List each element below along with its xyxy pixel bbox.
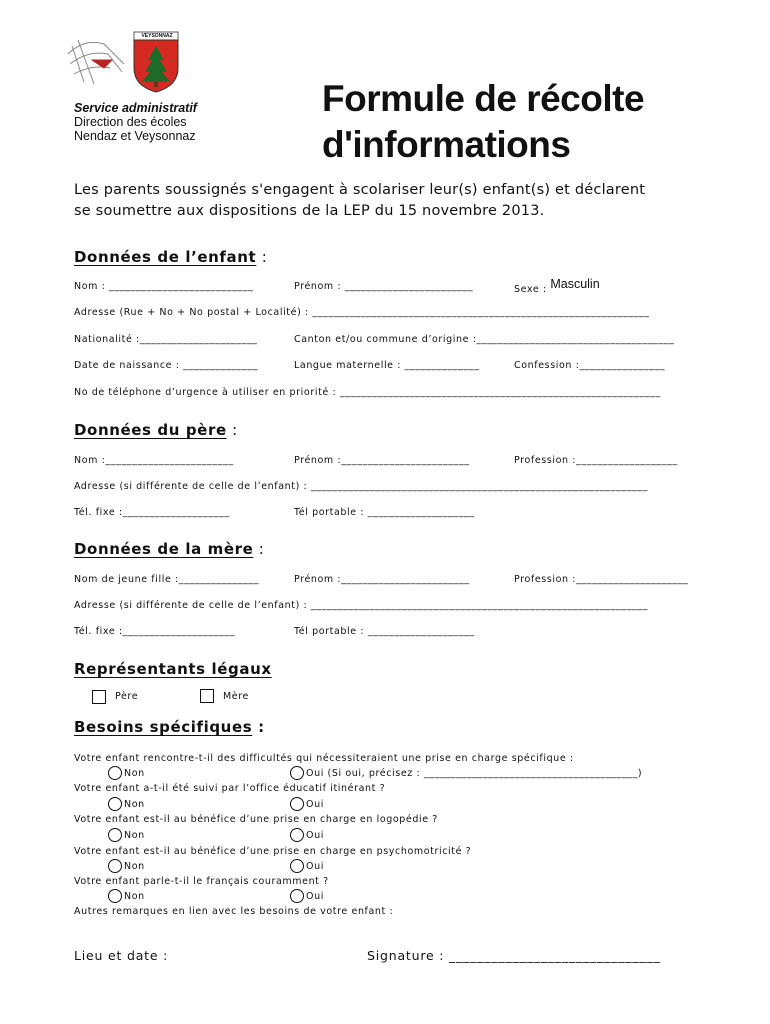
enfant-langue-field[interactable]: Langue maternelle : ______________ (294, 360, 480, 371)
q3-non-radio[interactable] (108, 828, 122, 842)
mere-heading-text: Données de la mère (74, 540, 254, 558)
representants-heading-text: Représentants légaux (74, 660, 272, 678)
intro-line-2: se soumettre aux dispositions de la LEP du 15 novembre 2013. (74, 203, 545, 219)
question-francais: Votre enfant parle-t-il le français couramment ? (74, 876, 329, 887)
q5-oui-label: Oui (306, 891, 324, 902)
pere-tel-fixe-field[interactable]: Tél. fixe :____________________ (74, 507, 230, 518)
q1-non-label: Non (124, 768, 145, 779)
enfant-confession-field[interactable]: Confession :________________ (514, 360, 666, 371)
mere-nom-field[interactable]: Nom de jeune fille :_______________ (74, 574, 260, 585)
mere-tel-portable-field[interactable]: Tél portable : ____________________ (294, 626, 475, 637)
title-line-1: Formule de récolte (322, 78, 645, 119)
service-info (74, 101, 197, 143)
section-mere-heading (74, 540, 264, 558)
enfant-prenom-field[interactable]: Prénom : ________________________ (294, 281, 474, 292)
besoins-heading-text: Besoins spécifiques (74, 718, 253, 736)
enfant-nationalite-field[interactable]: Nationalité :______________________ (74, 334, 258, 345)
q5-oui-radio[interactable] (290, 889, 304, 903)
enfant-heading-text: Données de l’enfant (74, 248, 257, 266)
enfant-adresse-field[interactable]: Adresse (Rue + No + No postal + Localité) : _______________________________________________________________ (74, 307, 650, 318)
question-office-educatif: Votre enfant a-t-il été suivi par l’office éducatif itinérant ? (74, 783, 386, 794)
q1-oui-label: Oui (Si oui, précisez : ________________________________________) (306, 768, 643, 779)
service-name: Service administratif (74, 101, 197, 115)
q4-oui-label: Oui (306, 861, 324, 872)
pere-checkbox[interactable] (92, 690, 106, 704)
q1-non-radio[interactable] (108, 766, 122, 780)
direction-name: Direction des écoles (74, 115, 187, 129)
section-enfant-heading (74, 248, 267, 266)
enfant-sexe-field[interactable] (514, 277, 600, 295)
pere-heading-colon: : (226, 421, 238, 439)
question-difficultes: Votre enfant rencontre-t-il des difficultés qui nécessiteraient une prise en charge spécifique : (74, 753, 574, 764)
intro-text (74, 180, 645, 222)
pere-checkbox-label: Père (115, 691, 139, 702)
q2-non-radio[interactable] (108, 797, 122, 811)
q4-non-radio[interactable] (108, 859, 122, 873)
enfant-heading-colon: : (256, 248, 268, 266)
mere-profession-field[interactable]: Profession :_____________________ (514, 574, 689, 585)
enfant-telephone-field[interactable]: No de téléphone d’urgence à utiliser en priorité : ____________________________________________________________ (74, 387, 661, 398)
mere-checkbox[interactable] (200, 689, 214, 703)
pere-prenom-field[interactable]: Prénom :________________________ (294, 455, 470, 466)
intro-line-1: Les parents soussignés s'engagent à scolariser leur(s) enfant(s) et déclarent (74, 182, 646, 198)
q5-non-radio[interactable] (108, 889, 122, 903)
title-line-2: d'informations (322, 124, 571, 165)
q2-oui-radio[interactable] (290, 797, 304, 811)
enfant-date-naissance-field[interactable]: Date de naissance : ______________ (74, 360, 259, 371)
lieu-date-field[interactable]: Lieu et date : (74, 948, 169, 963)
commune-logo (64, 24, 184, 94)
enfant-canton-field[interactable]: Canton et/ou commune d’origine :_____________________________________ (294, 334, 675, 345)
page-title (322, 76, 644, 168)
mere-heading-colon: : (253, 540, 265, 558)
sexe-label: Sexe : (514, 284, 547, 295)
q3-oui-radio[interactable] (290, 828, 304, 842)
question-psychomotricite: Votre enfant est-il au bénéfice d’une prise en charge en psychomotricité ? (74, 846, 472, 857)
pere-nom-field[interactable]: Nom :________________________ (74, 455, 234, 466)
q3-non-label: Non (124, 830, 145, 841)
q2-oui-label: Oui (306, 799, 324, 810)
mere-tel-fixe-field[interactable]: Tél. fixe :_____________________ (74, 626, 236, 637)
communes-name: Nendaz et Veysonnaz (74, 129, 196, 143)
pere-heading-text: Données du père (74, 421, 227, 439)
sexe-value[interactable]: Masculin (550, 277, 600, 291)
q4-non-label: Non (124, 861, 145, 872)
mere-prenom-field[interactable]: Prénom :________________________ (294, 574, 470, 585)
signature-field[interactable]: Signature : ______________________________ (367, 948, 661, 963)
q2-non-label: Non (124, 799, 145, 810)
q3-oui-label: Oui (306, 830, 324, 841)
enfant-nom-field[interactable]: Nom : ___________________________ (74, 281, 254, 292)
question-logopedie: Votre enfant est-il au bénéfice d’une prise en charge en logopédie ? (74, 814, 438, 825)
mere-checkbox-label: Mère (223, 691, 249, 702)
section-besoins-heading (74, 718, 265, 736)
pere-adresse-field[interactable]: Adresse (si différente de celle de l’enfant) : _______________________________________________________________ (74, 481, 648, 492)
mere-adresse-field[interactable]: Adresse (si différente de celle de l’enfant) : _______________________________________________________________ (74, 600, 648, 611)
q4-oui-radio[interactable] (290, 859, 304, 873)
pere-tel-portable-field[interactable]: Tél portable : ____________________ (294, 507, 475, 518)
logo-label: VEYSONNAZ (141, 33, 173, 39)
autres-remarques-label: Autres remarques en lien avec les besoins de votre enfant : (74, 906, 394, 917)
q1-oui-radio[interactable] (290, 766, 304, 780)
q5-non-label: Non (124, 891, 145, 902)
pere-profession-field[interactable]: Profession :___________________ (514, 455, 678, 466)
section-pere-heading (74, 421, 238, 439)
section-representants-heading (74, 660, 272, 678)
besoins-heading-colon: : (252, 718, 265, 736)
